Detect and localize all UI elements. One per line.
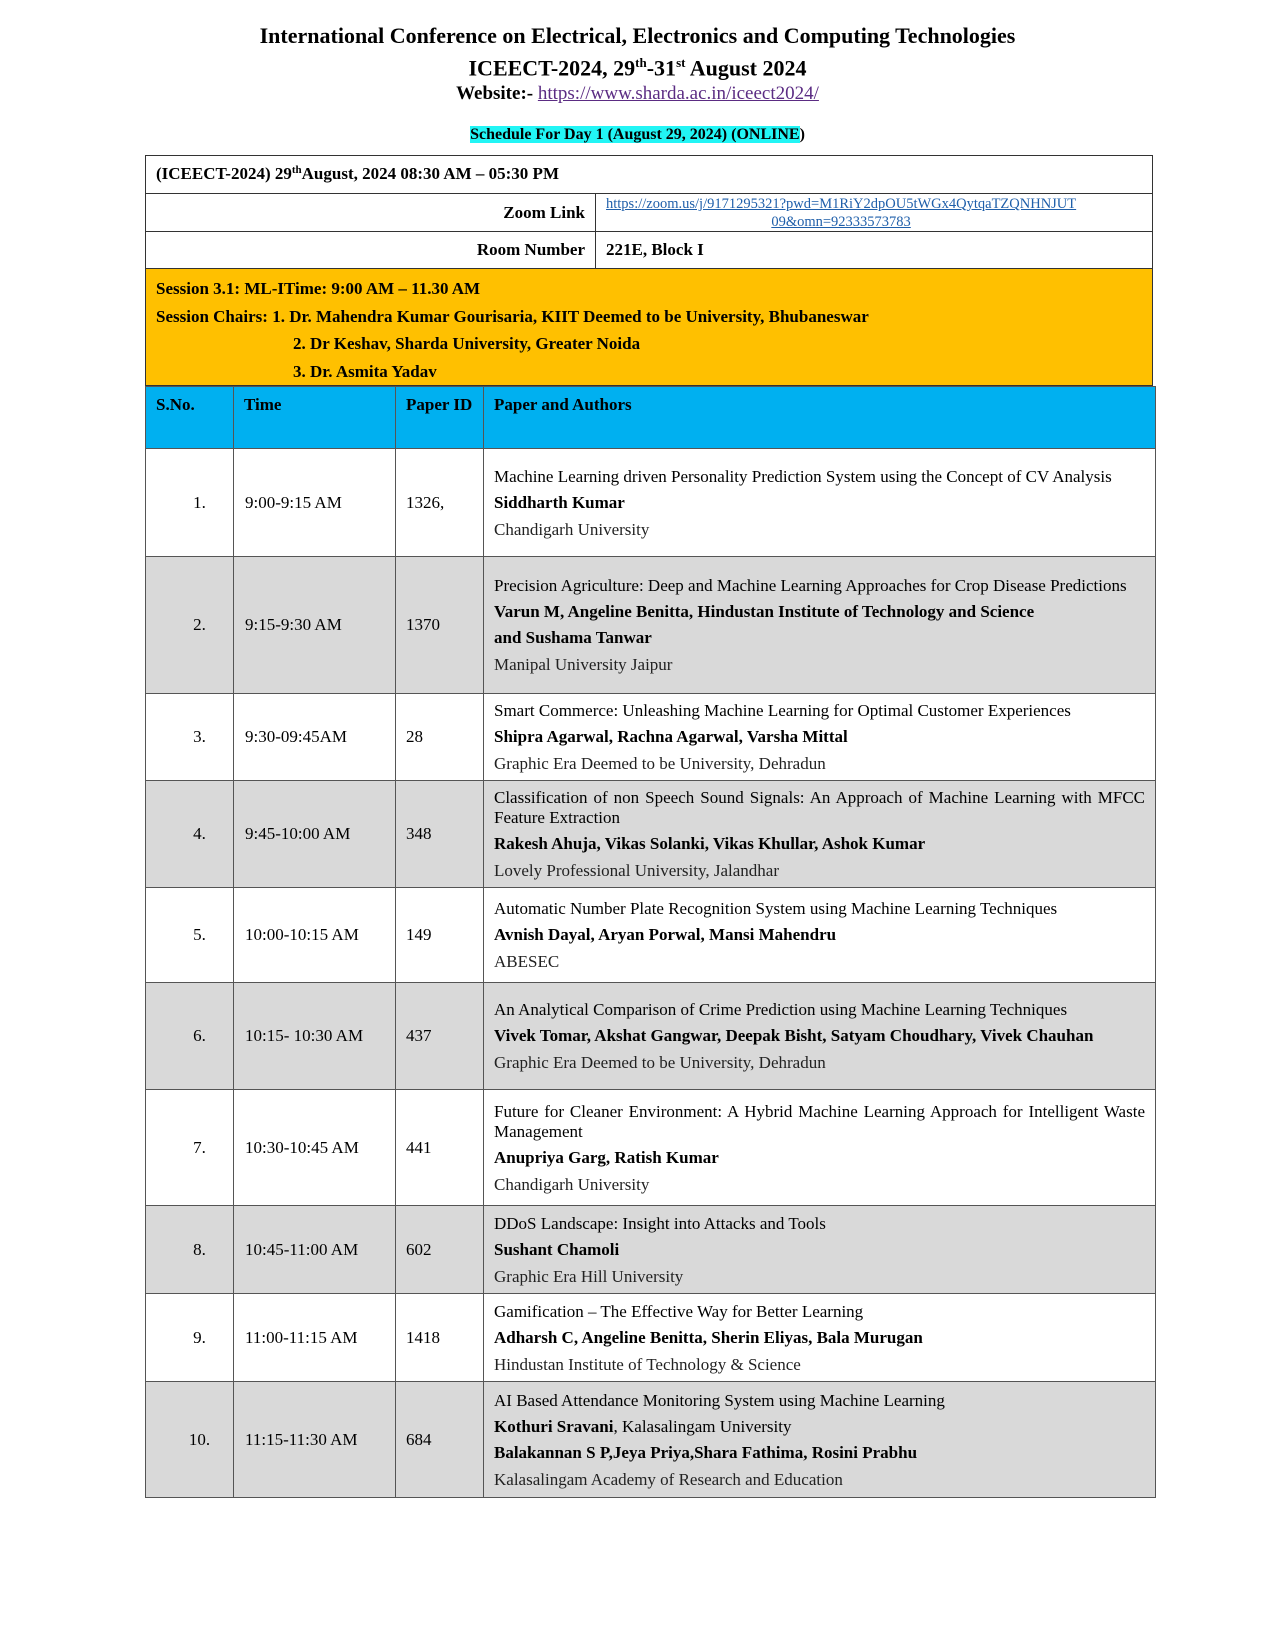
row-sno: 1. bbox=[146, 449, 234, 557]
zoom-label: Zoom Link bbox=[146, 194, 596, 231]
row-paper bbox=[484, 888, 1156, 983]
paper-authors: Vivek Tomar, Akshat Gangwar, Deepak Bisht, Satyam Choudhary, Vivek Chauhan bbox=[494, 1026, 1094, 1045]
chair-1: 1. Dr. Mahendra Kumar Gourisaria, KIIT Deemed to be University, Bhubaneswar bbox=[272, 306, 869, 326]
row-time: 11:00-11:15 AM bbox=[234, 1294, 396, 1382]
row-paper bbox=[484, 449, 1156, 557]
row-time: 9:45-10:00 AM bbox=[234, 781, 396, 888]
row-paper bbox=[484, 1294, 1156, 1382]
room-label: Room Number bbox=[146, 232, 596, 268]
conference-dates bbox=[0, 50, 1275, 81]
paper-affiliation: Kalasalingam Academy of Research and Education bbox=[494, 1469, 843, 1489]
table-row bbox=[146, 1382, 1156, 1498]
zoom-url-line2: 09&omn=92333573783 bbox=[771, 214, 911, 230]
schedule-title-text: Schedule For Day 1 (August 29, 2024) (ONLINE bbox=[470, 126, 800, 143]
table-row bbox=[146, 1090, 1156, 1206]
table-row bbox=[146, 983, 1156, 1090]
row-sno: 9. bbox=[146, 1294, 234, 1382]
header-paper-id: Paper ID bbox=[396, 387, 484, 449]
row-sno: 2. bbox=[146, 557, 234, 694]
paper-title: Machine Learning driven Personality Prediction System using the Concept of CV Analysis bbox=[494, 466, 1112, 486]
table-row bbox=[146, 888, 1156, 983]
paper-title: An Analytical Comparison of Crime Prediction using Machine Learning Techniques bbox=[494, 1000, 1068, 1019]
paper-title: Precision Agriculture: Deep and Machine Learning Approaches for Crop Disease Predictions bbox=[494, 576, 1127, 595]
paper-authors: Avnish Dayal, Aryan Porwal, Mansi Mahendru bbox=[494, 925, 837, 944]
paper-authors-cont: Balakannan S P,Jeya Priya,Shara Fathima, Rosini Prabhu bbox=[494, 1442, 918, 1462]
row-sno: 8. bbox=[146, 1206, 234, 1294]
paper-title: Smart Commerce: Unleashing Machine Learning for Optimal Customer Experiences bbox=[494, 701, 1071, 720]
row-paper-id: 1326, bbox=[396, 449, 484, 557]
session-info-table bbox=[145, 155, 1153, 269]
table-row bbox=[146, 1294, 1156, 1382]
schedule-title bbox=[0, 126, 1275, 144]
paper-affiliation: Chandigarh University bbox=[494, 519, 650, 539]
room-value: 221E, Block I bbox=[606, 240, 704, 259]
dates-part-a: ICEECT-2024, 29 bbox=[468, 55, 636, 81]
date-part-b: August, 2024 08:30 AM – 05:30 PM bbox=[301, 164, 559, 183]
paper-authors: Sushant Chamoli bbox=[494, 1239, 620, 1259]
dates-sup-1: th bbox=[635, 55, 647, 70]
row-paper-id: 437 bbox=[396, 983, 484, 1090]
row-paper-id: 1418 bbox=[396, 1294, 484, 1382]
table-header-row bbox=[146, 387, 1156, 449]
row-paper-id: 1370 bbox=[396, 557, 484, 694]
date-sup: th bbox=[291, 164, 302, 176]
dates-sup-2: st bbox=[676, 55, 686, 70]
paper-title: Gamification – The Effective Way for Better Learning bbox=[494, 1301, 864, 1321]
row-time: 9:00-9:15 AM bbox=[234, 449, 396, 557]
paper-title: Future for Cleaner Environment: A Hybrid Machine Learning Approach for Intelligent Waste Management bbox=[494, 1101, 1145, 1141]
schedule-title-end: ) bbox=[799, 126, 805, 143]
table-row bbox=[146, 694, 1156, 781]
row-time: 11:15-11:30 AM bbox=[234, 1382, 396, 1498]
row-paper bbox=[484, 781, 1156, 888]
table-row bbox=[146, 781, 1156, 888]
website-label: Website:- bbox=[456, 83, 538, 105]
row-paper-id: 684 bbox=[396, 1382, 484, 1498]
row-sno: 7. bbox=[146, 1090, 234, 1206]
header-time: Time bbox=[234, 387, 396, 449]
row-sno: 10. bbox=[146, 1382, 234, 1498]
row-paper-id: 441 bbox=[396, 1090, 484, 1206]
row-time: 10:15- 10:30 AM bbox=[234, 983, 396, 1090]
session-box bbox=[145, 268, 1153, 386]
chairs-label: Session Chairs: bbox=[156, 306, 273, 326]
row-paper bbox=[484, 983, 1156, 1090]
paper-affiliation: Chandigarh University bbox=[494, 1174, 650, 1194]
row-paper bbox=[484, 557, 1156, 694]
row-time: 10:45-11:00 AM bbox=[234, 1206, 396, 1294]
row-paper-id: 149 bbox=[396, 888, 484, 983]
row-sno: 3. bbox=[146, 694, 234, 781]
paper-affiliation: Graphic Era Hill University bbox=[494, 1266, 684, 1286]
table-row bbox=[146, 557, 1156, 694]
paper-affiliation: Lovely Professional University, Jalandhar bbox=[494, 861, 779, 880]
paper-authors: Anupriya Garg, Ratish Kumar bbox=[494, 1147, 719, 1167]
date-row bbox=[146, 156, 1152, 194]
row-sno: 6. bbox=[146, 983, 234, 1090]
paper-authors-cont: and Sushama Tanwar bbox=[494, 628, 652, 647]
paper-title: Automatic Number Plate Recognition System using Machine Learning Techniques bbox=[494, 899, 1058, 918]
paper-affiliation: ABESEC bbox=[494, 952, 560, 971]
papers-table bbox=[145, 386, 1156, 1498]
session-chair-1 bbox=[156, 303, 1142, 331]
paper-affiliation: Graphic Era Deemed to be University, Dehradun bbox=[494, 754, 826, 773]
session-time: Session 3.1: ML-ITime: 9:00 AM – 11.30 AM bbox=[156, 279, 481, 298]
row-paper bbox=[484, 1206, 1156, 1294]
paper-title: DDoS Landscape: Insight into Attacks and Tools bbox=[494, 1213, 826, 1233]
paper-affiliation: Graphic Era Deemed to be University, Dehradun bbox=[494, 1053, 826, 1072]
row-sno: 4. bbox=[146, 781, 234, 888]
row-paper bbox=[484, 1090, 1156, 1206]
paper-title: Classification of non Speech Sound Signals: An Approach of Machine Learning with MFCC Feature Extraction bbox=[494, 788, 1145, 827]
header-paper-authors: Paper and Authors bbox=[484, 387, 1156, 449]
document-header bbox=[0, 22, 1275, 107]
paper-authors: Shipra Agarwal, Rachna Agarwal, Varsha Mittal bbox=[494, 727, 848, 746]
dates-part-b: -31 bbox=[646, 55, 677, 81]
website-line bbox=[0, 81, 1275, 107]
zoom-url-line1: https://zoom.us/j/9171295321?pwd=M1RiY2dpOU5tWGx4QytqaTZQNHNJUT bbox=[606, 196, 1077, 212]
paper-title: AI Based Attendance Monitoring System using Machine Learning bbox=[494, 1390, 945, 1410]
dates-part-c: August 2024 bbox=[685, 55, 807, 81]
zoom-value bbox=[596, 194, 1152, 231]
row-paper bbox=[484, 694, 1156, 781]
paper-affiliation: Hindustan Institute of Technology & Science bbox=[494, 1354, 801, 1374]
zoom-row bbox=[146, 194, 1152, 232]
room-row bbox=[146, 232, 1152, 269]
row-time: 9:30-09:45AM bbox=[234, 694, 396, 781]
row-time: 10:30-10:45 AM bbox=[234, 1090, 396, 1206]
table-row bbox=[146, 449, 1156, 557]
conference-title: International Conference on Electrical, Electronics and Computing Technologies bbox=[259, 23, 1016, 48]
session-chair-3: 3. Dr. Asmita Yadav bbox=[293, 361, 437, 381]
paper-authors: Siddharth Kumar bbox=[494, 492, 625, 512]
header-sno: S.No. bbox=[146, 387, 234, 449]
paper-authors: Adharsh C, Angeline Benitta, Sherin Eliyas, Bala Murugan bbox=[494, 1327, 923, 1347]
table-row bbox=[146, 1206, 1156, 1294]
row-paper bbox=[484, 1382, 1156, 1498]
row-time: 10:00-10:15 AM bbox=[234, 888, 396, 983]
zoom-link[interactable] bbox=[606, 194, 1076, 231]
row-paper-id: 28 bbox=[396, 694, 484, 781]
paper-author-name: Kothuri Sravani bbox=[494, 1416, 614, 1436]
paper-affiliation: Manipal University Jaipur bbox=[494, 655, 673, 674]
date-part-a: (ICEECT-2024) 29 bbox=[156, 164, 292, 183]
row-sno: 5. bbox=[146, 888, 234, 983]
row-time: 9:15-9:30 AM bbox=[234, 557, 396, 694]
session-chair-2: 2. Dr Keshav, Sharda University, Greater Noida bbox=[293, 334, 641, 353]
paper-authors: Rakesh Ahuja, Vikas Solanki, Vikas Khullar, Ashok Kumar bbox=[494, 834, 926, 853]
website-link[interactable]: https://www.sharda.ac.in/iceect2024/ bbox=[537, 83, 819, 105]
paper-authors: Varun M, Angeline Benitta, Hindustan Institute of Technology and Science bbox=[494, 602, 1035, 621]
row-paper-id: 602 bbox=[396, 1206, 484, 1294]
paper-author-affiliation: , Kalasalingam University bbox=[613, 1416, 792, 1436]
row-paper-id: 348 bbox=[396, 781, 484, 888]
paper-authors bbox=[494, 1417, 1145, 1437]
